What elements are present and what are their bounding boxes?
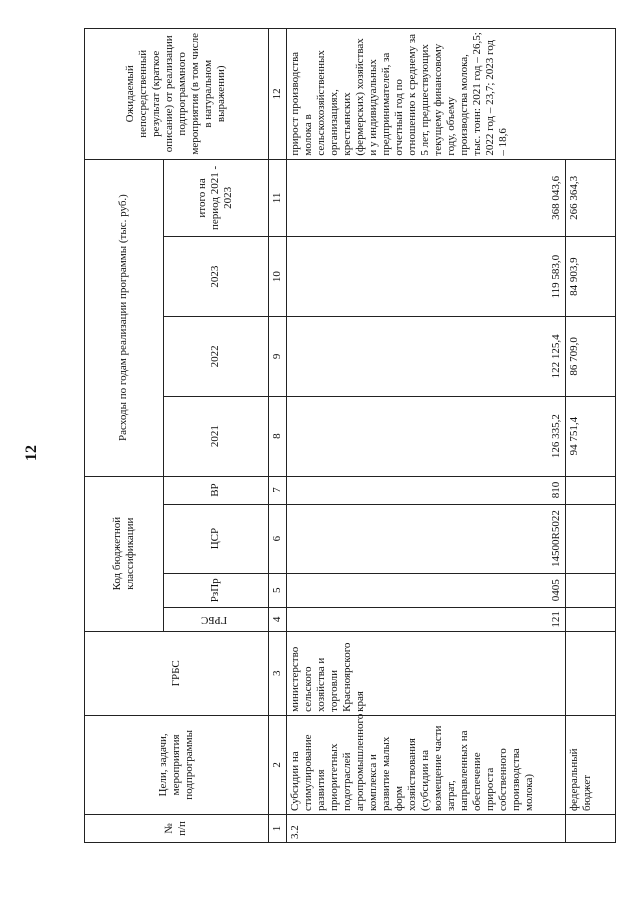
header-2023: 2023 bbox=[163, 237, 268, 317]
col-index-3: 3 bbox=[268, 631, 287, 715]
header-grbs-short-cell bbox=[163, 608, 268, 632]
header-2022: 2022 bbox=[163, 316, 268, 396]
federal-csr bbox=[566, 504, 616, 573]
row-2022: 122 125,4 bbox=[287, 316, 566, 396]
federal-2021: 94 751,4 bbox=[566, 396, 616, 476]
federal-grbs-code bbox=[566, 608, 616, 632]
federal-grbs bbox=[566, 631, 616, 715]
row-num: 3.2 bbox=[287, 814, 566, 842]
header-2021: 2021 bbox=[163, 396, 268, 476]
row-vr: 810 bbox=[287, 476, 566, 504]
col-index-4: 4 bbox=[268, 608, 287, 632]
col-index-7: 7 bbox=[268, 476, 287, 504]
table-rotation-wrapper bbox=[84, 28, 616, 843]
row-result: прирост производства молока в сельскохозяйственных организациях, крестьянских (фермерских) хозяйствах и у индивидуальных предпринимателей, за отчетный год по отношению к среднему за 5 лет, предшествующих текущему финансовому году, объему производства молока, тыс. тонн: 2021 год – 26,5; 2022 год – 23,7; 2023 год – 18,6 bbox=[287, 29, 616, 160]
federal-vr bbox=[566, 476, 616, 504]
col-index-5: 5 bbox=[268, 573, 287, 607]
federal-2022: 86 709,0 bbox=[566, 316, 616, 396]
row-csr: 14500R5022 bbox=[287, 504, 566, 573]
header-budget-code: Код бюджетной классификации bbox=[85, 476, 164, 631]
program-table bbox=[84, 28, 616, 843]
header-result: Ожидаемый непосредственный результат (краткое описание) от реализации подпрограммного мероприятия (в том числе в натуральном выражении) bbox=[85, 29, 269, 160]
header-grbs-short: ГРБС bbox=[200, 613, 227, 626]
header-total: итого на период 2021 - 2023 bbox=[163, 159, 268, 237]
federal-total: 266 364,3 bbox=[566, 159, 616, 237]
header-num: № п/п bbox=[85, 814, 269, 842]
federal-num bbox=[566, 814, 616, 842]
page-number: 12 bbox=[23, 445, 40, 461]
col-index-2: 2 bbox=[268, 715, 287, 814]
row-grbs: министерство сельского хозяйства и торговли Красноярского края bbox=[287, 631, 566, 715]
header-goals: Цели, задачи, мероприятия подпрограммы bbox=[85, 715, 269, 814]
row-total: 368 043,6 bbox=[287, 159, 566, 237]
col-index-11: 11 bbox=[268, 159, 287, 237]
row-grbs-code: 121 bbox=[287, 608, 566, 632]
federal-label: федеральный бюджет bbox=[566, 715, 616, 814]
row-rzpr: 0405 bbox=[287, 573, 566, 607]
header-rzpr: РзПр bbox=[163, 573, 268, 607]
col-index-10: 10 bbox=[268, 237, 287, 317]
rotated-table-area bbox=[84, 28, 616, 843]
row-description: Субсидии на стимулирование развития приоритетных подотраслей агропромышленного комплекса и развитие малых форм хозяйствования (субсидии на возмещение части затрат, направленных на обеспечение прироста собственного производства молока) bbox=[287, 715, 566, 814]
col-index-1: 1 bbox=[268, 814, 287, 842]
header-grbs: ГРБС bbox=[85, 631, 269, 715]
col-index-12: 12 bbox=[268, 29, 287, 160]
row-2023: 119 583,0 bbox=[287, 237, 566, 317]
federal-2023: 84 903,9 bbox=[566, 237, 616, 317]
col-index-6: 6 bbox=[268, 504, 287, 573]
header-csr: ЦСР bbox=[163, 504, 268, 573]
header-vr: ВР bbox=[163, 476, 268, 504]
col-index-9: 9 bbox=[268, 316, 287, 396]
row-2021: 126 335,2 bbox=[287, 396, 566, 476]
col-index-8: 8 bbox=[268, 396, 287, 476]
header-expenses: Расходы по годам реализации программы (тыс. руб.) bbox=[85, 159, 164, 476]
federal-rzpr bbox=[566, 573, 616, 607]
